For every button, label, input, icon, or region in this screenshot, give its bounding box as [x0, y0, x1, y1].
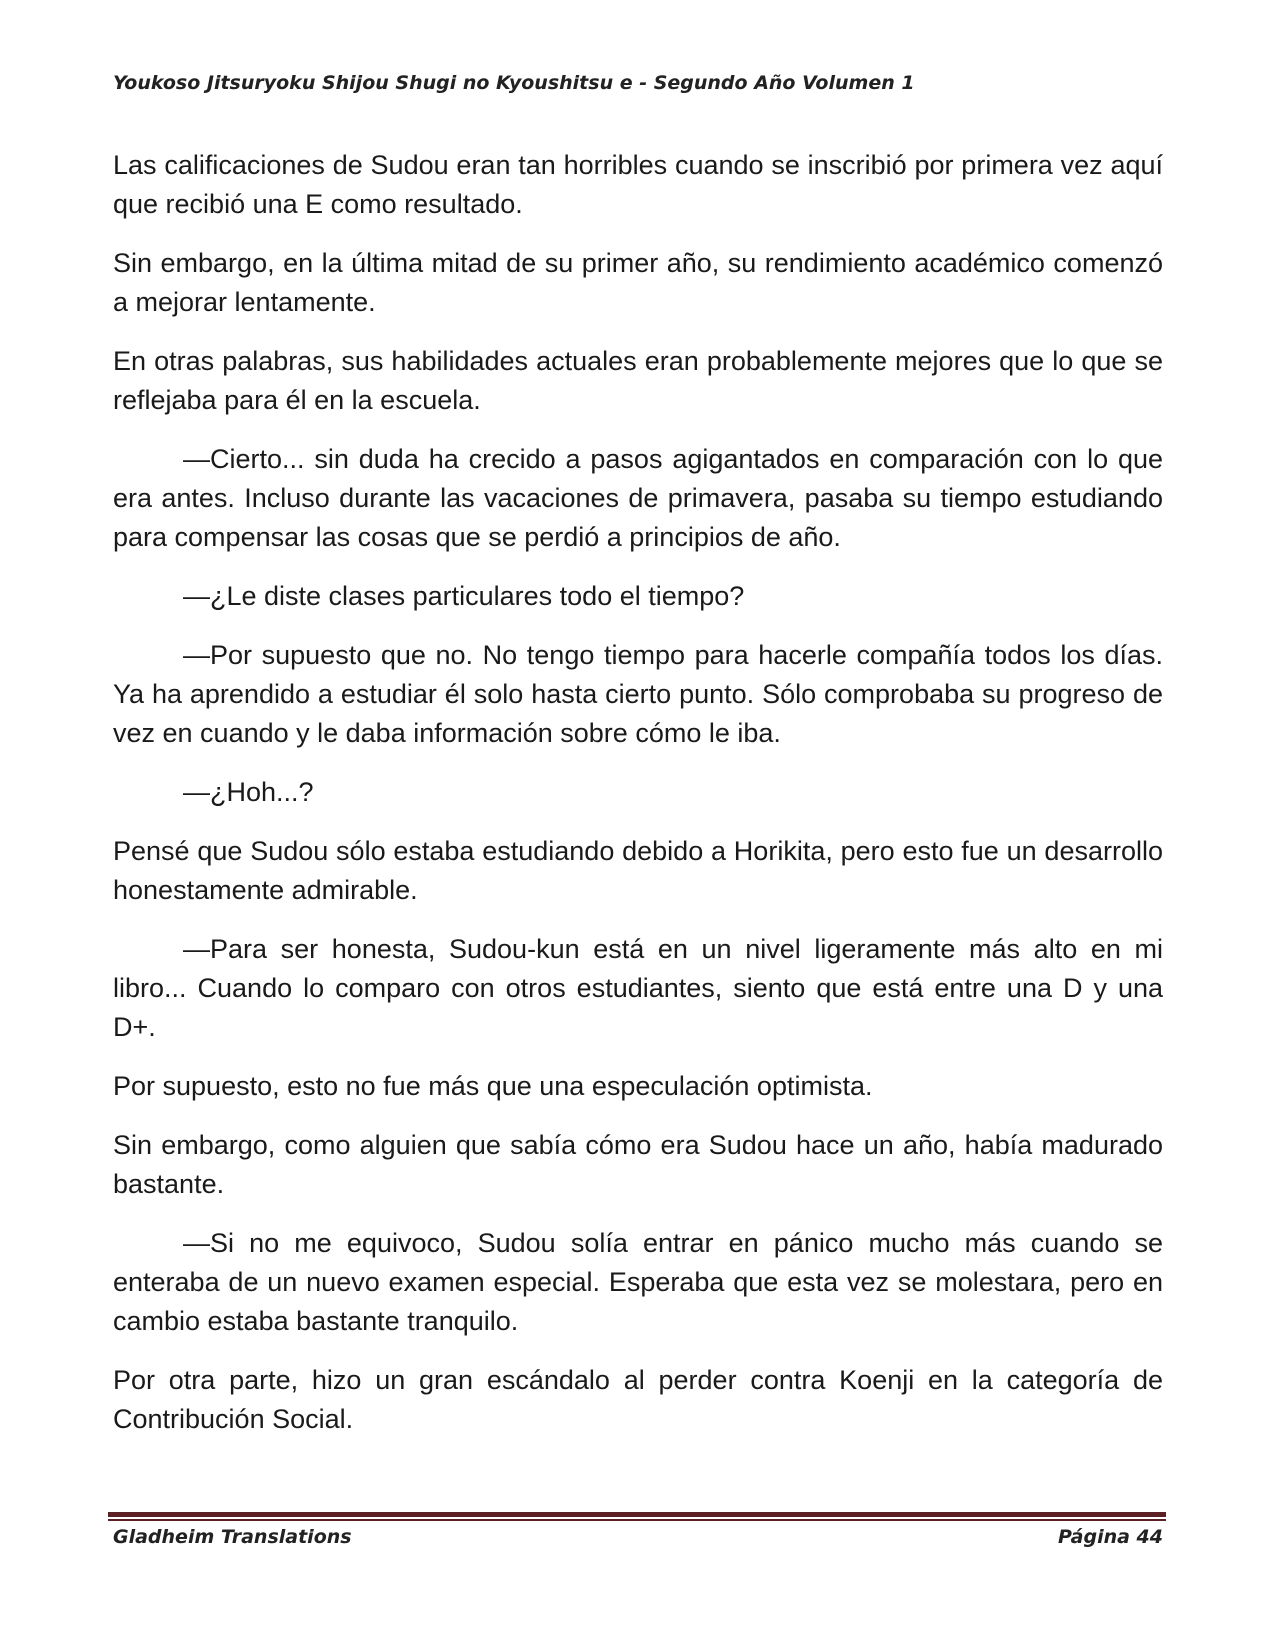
paragraph: Sin embargo, como alguien que sabía cómo era Sudou hace un año, había madurado bastante. — [113, 1130, 1163, 1199]
paragraph: Las calificaciones de Sudou eran tan horribles cuando se inscribió por primera vez aquí que recibió una E como resultado. — [113, 150, 1163, 219]
dialog-paragraph: —¿Hoh...? — [183, 777, 314, 807]
dialog-paragraph: —Cierto... sin duda ha crecido a pasos agigantados en comparación con lo que era antes. Incluso durante las vacaciones de primavera, pasaba su tiempo estudiando para compensar las cosas que se perdió a principios de año. — [113, 444, 1163, 552]
dialog-paragraph: —¿Le diste clases particulares todo el tiempo? — [183, 581, 745, 611]
dialog-paragraph: —Por supuesto que no. No tengo tiempo para hacerle compañía todos los días. Ya ha aprendido a estudiar él solo hasta cierto punto. Sólo comprobaba su progreso de vez en cuando y le daba información sobre cómo le iba. — [113, 640, 1163, 748]
footer-rule-thick — [108, 1512, 1166, 1517]
page-footer — [113, 1526, 1163, 1548]
paragraph: Sin embargo, en la última mitad de su primer año, su rendimiento académico comenzó a mejorar lentamente. — [113, 248, 1163, 317]
body-text — [113, 146, 1163, 1459]
paragraph: Por otra parte, hizo un gran escándalo al perder contra Koenji en la categoría de Contribución Social. — [113, 1365, 1163, 1434]
footer-translator: Gladheim Translations — [113, 1526, 352, 1548]
dialog-paragraph: —Si no me equivoco, Sudou solía entrar en pánico mucho más cuando se enteraba de un nuevo examen especial. Esperaba que esta vez se molestara, pero en cambio estaba bastante tranquilo. — [113, 1228, 1163, 1336]
paragraph: Pensé que Sudou sólo estaba estudiando debido a Horikita, pero esto fue un desarrollo honestamente admirable. — [113, 836, 1163, 905]
dialog-paragraph: —Para ser honesta, Sudou-kun está en un nivel ligeramente más alto en mi libro... Cuando lo comparo con otros estudiantes, siento que está entre una D y una D+. — [113, 934, 1163, 1042]
footer-rule-thin — [108, 1519, 1166, 1521]
paragraph: En otras palabras, sus habilidades actuales eran probablemente mejores que lo que se reflejaba para él en la escuela. — [113, 346, 1163, 415]
footer-page-number: Página 44 — [1057, 1526, 1163, 1548]
page-header: Youkoso Jitsuryoku Shijou Shugi no Kyoushitsu e - Segundo Año Volumen 1 — [113, 72, 915, 94]
paragraph: Por supuesto, esto no fue más que una especulación optimista. — [113, 1071, 873, 1101]
